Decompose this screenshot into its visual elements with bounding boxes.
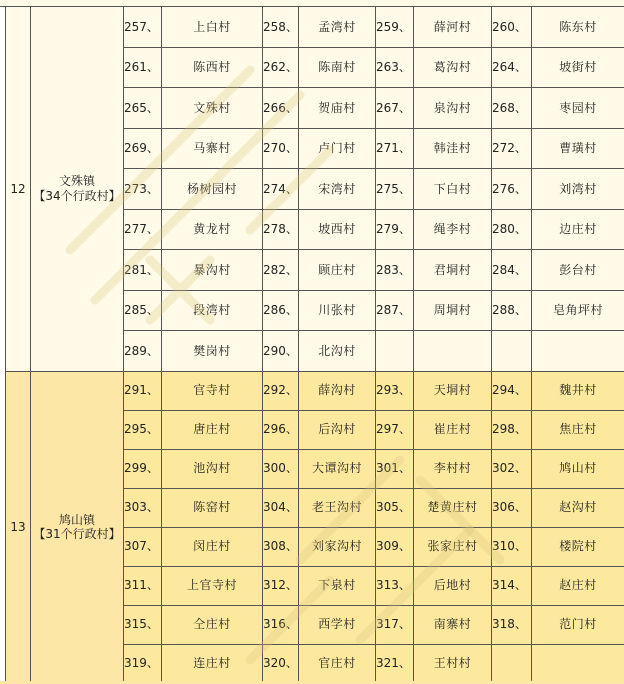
village-number: 316、 (263, 605, 299, 644)
village-number: 289、 (124, 331, 162, 372)
village-number: 292、 (263, 371, 299, 410)
village-name: 坡西村 (299, 209, 376, 250)
village-number: 308、 (263, 527, 299, 566)
village-name: 黄龙村 (162, 209, 263, 250)
village-name: 下白村 (414, 169, 492, 210)
village-name: 仝庄村 (162, 605, 263, 644)
village-name: 唐庄村 (162, 410, 263, 449)
village-name: 北沟村 (299, 331, 376, 372)
village-number: 269、 (124, 128, 162, 169)
village-name: 陈东村 (532, 7, 624, 48)
village-number: 266、 (263, 88, 299, 129)
village-number: 261、 (124, 47, 162, 88)
village-number: 301、 (376, 449, 414, 488)
village-name: 枣园村 (532, 88, 624, 129)
village-name: 顾庄村 (299, 250, 376, 291)
village-number: 311、 (124, 566, 162, 605)
section-wenshu (6, 7, 624, 372)
village-number: 258、 (263, 7, 299, 48)
village-name: 闵庄村 (162, 527, 263, 566)
village-number: 260、 (492, 7, 532, 48)
village-number: 294、 (492, 371, 532, 410)
village-name: 张家庄村 (414, 527, 492, 566)
village-name: 池沟村 (162, 449, 263, 488)
village-number: 307、 (124, 527, 162, 566)
village-name: 鸠山村 (532, 449, 624, 488)
village-number (376, 331, 414, 372)
village-number: 268、 (492, 88, 532, 129)
town-cell (31, 371, 124, 683)
town-village-count: 【31个行政村】 (33, 527, 121, 541)
village-number: 306、 (492, 488, 532, 527)
village-name: 皂角坪村 (532, 290, 624, 331)
village-name: 马寨村 (162, 128, 263, 169)
village-name: 刘家沟村 (299, 527, 376, 566)
village-number: 314、 (492, 566, 532, 605)
village-name: 泉沟村 (414, 88, 492, 129)
village-number: 276、 (492, 169, 532, 210)
village-number: 304、 (263, 488, 299, 527)
village-number: 315、 (124, 605, 162, 644)
village-name: 后沟村 (299, 410, 376, 449)
village-number: 263、 (376, 47, 414, 88)
village-number: 300、 (263, 449, 299, 488)
village-name: 赵庄村 (532, 566, 624, 605)
village-number: 319、 (124, 644, 162, 683)
village-name: 刘湾村 (532, 169, 624, 210)
village-name: 陈窑村 (162, 488, 263, 527)
village-number: 271、 (376, 128, 414, 169)
village-name: 薛沟村 (299, 371, 376, 410)
village-number: 273、 (124, 169, 162, 210)
village-name: 绳李村 (414, 209, 492, 250)
village-name: 宋湾村 (299, 169, 376, 210)
village-name: 天垌村 (414, 371, 492, 410)
village-name: 陈南村 (299, 47, 376, 88)
village-number: 282、 (263, 250, 299, 291)
village-number: 290、 (263, 331, 299, 372)
village-number: 297、 (376, 410, 414, 449)
village-number: 296、 (263, 410, 299, 449)
village-number: 274、 (263, 169, 299, 210)
village-name (414, 331, 492, 372)
village-name: 周垌村 (414, 290, 492, 331)
village-number: 264、 (492, 47, 532, 88)
village-name: 君垌村 (414, 250, 492, 291)
village-number: 291、 (124, 371, 162, 410)
village-name (532, 644, 624, 683)
village-name: 大谭沟村 (299, 449, 376, 488)
village-number: 272、 (492, 128, 532, 169)
village-name: 暴沟村 (162, 250, 263, 291)
village-number: 278、 (263, 209, 299, 250)
village-number: 281、 (124, 250, 162, 291)
village-number: 285、 (124, 290, 162, 331)
village-number: 310、 (492, 527, 532, 566)
village-number: 257、 (124, 7, 162, 48)
village-number: 280、 (492, 209, 532, 250)
village-number: 313、 (376, 566, 414, 605)
village-name: 陈西村 (162, 47, 263, 88)
village-number: 318、 (492, 605, 532, 644)
village-name: 孟湾村 (299, 7, 376, 48)
village-number: 295、 (124, 410, 162, 449)
village-name: 焦庄村 (532, 410, 624, 449)
village-name: 上官寺村 (162, 566, 263, 605)
village-name: 官寺村 (162, 371, 263, 410)
village-name: 文殊村 (162, 88, 263, 129)
village-number: 283、 (376, 250, 414, 291)
village-name: 段湾村 (162, 290, 263, 331)
town-cell (31, 7, 124, 372)
village-number: 286、 (263, 290, 299, 331)
village-name: 老王沟村 (299, 488, 376, 527)
village-name: 边庄村 (532, 209, 624, 250)
table-row (6, 371, 624, 410)
village-name: 西学村 (299, 605, 376, 644)
village-number: 287、 (376, 290, 414, 331)
section-jiushan (6, 371, 624, 683)
village-name: 赵沟村 (532, 488, 624, 527)
village-name: 魏井村 (532, 371, 624, 410)
village-name: 连庄村 (162, 644, 263, 683)
village-number (492, 644, 532, 683)
village-number: 299、 (124, 449, 162, 488)
village-number: 270、 (263, 128, 299, 169)
section-index: 13 (6, 371, 31, 683)
village-name: 卢门村 (299, 128, 376, 169)
village-name: 下泉村 (299, 566, 376, 605)
village-name: 范门村 (532, 605, 624, 644)
village-name: 南寨村 (414, 605, 492, 644)
village-number: 284、 (492, 250, 532, 291)
village-number: 279、 (376, 209, 414, 250)
village-number: 293、 (376, 371, 414, 410)
village-name: 曹璜村 (532, 128, 624, 169)
village-number: 321、 (376, 644, 414, 683)
village-number: 262、 (263, 47, 299, 88)
village-name: 川张村 (299, 290, 376, 331)
village-name: 官庄村 (299, 644, 376, 683)
village-name: 樊岗村 (162, 331, 263, 372)
village-name: 薛河村 (414, 7, 492, 48)
town-name: 鸠山镇 (58, 512, 95, 527)
village-name: 上白村 (162, 7, 263, 48)
town-village-count: 【34个行政村】 (33, 188, 121, 203)
village-number: 259、 (376, 7, 414, 48)
village-name: 后地村 (414, 566, 492, 605)
village-number (492, 331, 532, 372)
village-number: 312、 (263, 566, 299, 605)
village-name: 贺庙村 (299, 88, 376, 129)
village-name: 崔庄村 (414, 410, 492, 449)
village-number: 303、 (124, 488, 162, 527)
village-name: 韩洼村 (414, 128, 492, 169)
village-number: 277、 (124, 209, 162, 250)
town-name: 文殊镇 (58, 174, 95, 189)
village-number: 298、 (492, 410, 532, 449)
village-number: 320、 (263, 644, 299, 683)
village-name: 葛沟村 (414, 47, 492, 88)
village-name: 楼院村 (532, 527, 624, 566)
section-index: 12 (6, 7, 31, 372)
village-table (5, 6, 624, 684)
village-number: 309、 (376, 527, 414, 566)
table-row (6, 7, 624, 48)
village-number: 265、 (124, 88, 162, 129)
village-number: 275、 (376, 169, 414, 210)
village-name: 楚黄庄村 (414, 488, 492, 527)
village-name: 坡街村 (532, 47, 624, 88)
village-number: 305、 (376, 488, 414, 527)
village-number: 317、 (376, 605, 414, 644)
village-name: 彭台村 (532, 250, 624, 291)
village-number: 267、 (376, 88, 414, 129)
village-number: 302、 (492, 449, 532, 488)
village-number: 288、 (492, 290, 532, 331)
village-name (532, 331, 624, 372)
village-name: 李村村 (414, 449, 492, 488)
village-name: 杨树园村 (162, 169, 263, 210)
village-name: 王村村 (414, 644, 492, 683)
